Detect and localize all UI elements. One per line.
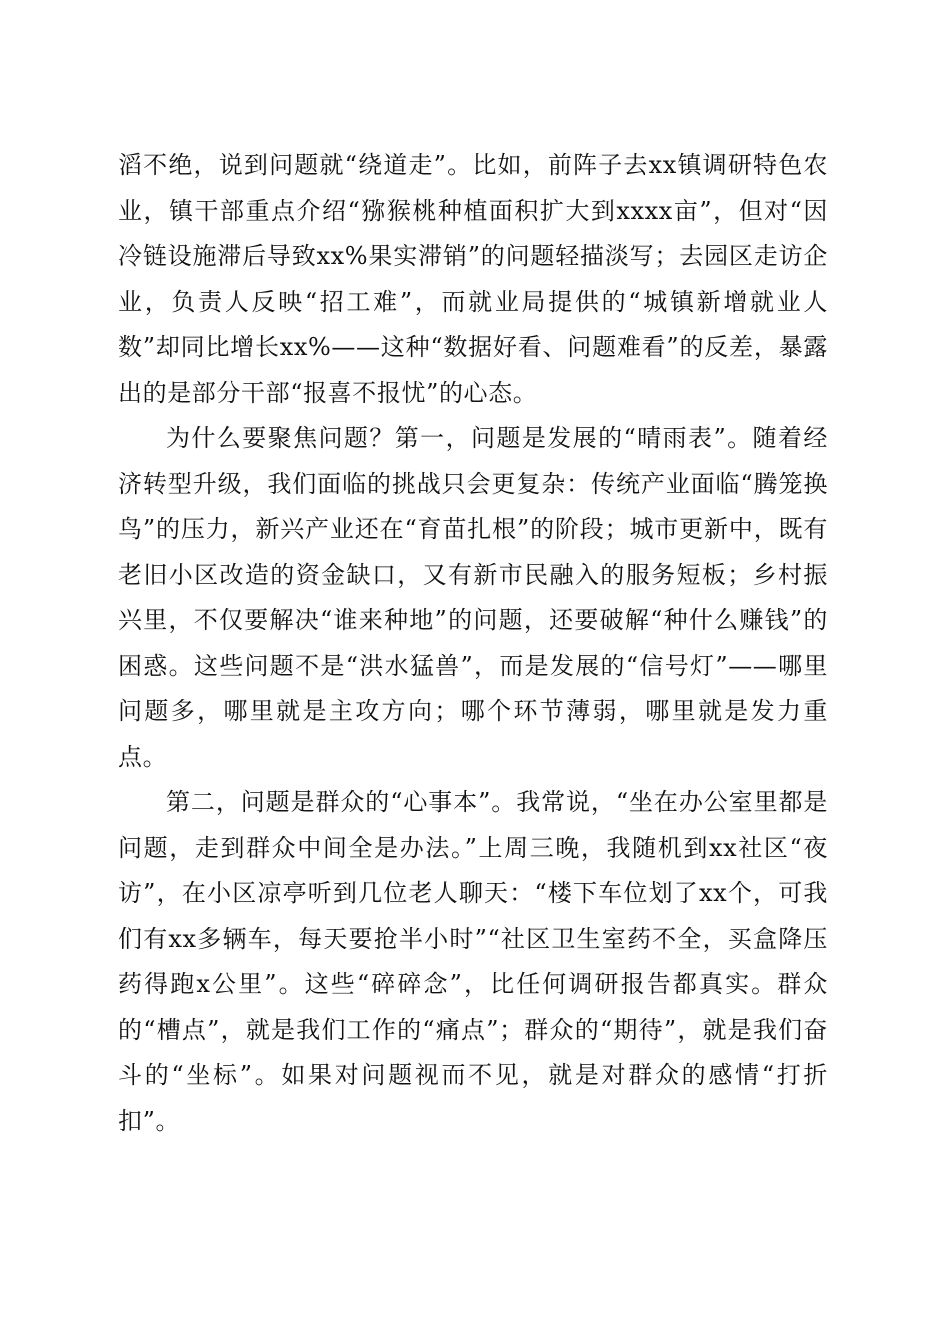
paragraph-3: 第二，问题是群众的“心事本”。我常说，“坐在办公室里都是问题，走到群众中间全是办法。”上周三晚，我随机到xx社区“夜访”，在小区凉亭听到几位老人聊天：“楼下车位划了xx个，可我们有xx多辆车，每天要抢半小时”“社区卫生室药不全，买盒降压药得跑x公里”。这些“碎碎念”，比任何调研报告都真实。群众的“槽点”，就是我们工作的“痛点”；群众的“期待”，就是我们奋斗的“坐标”。如果对问题视而不见，就是对群众的感情“打折扣”。	[118, 788, 828, 1135]
paragraph-2: 为什么要聚焦问题？第一，问题是发展的“晴雨表”。随着经济转型升级，我们面临的挑战只会更复杂：传统产业面临“腾笼换鸟”的压力，新兴产业还在“育苗扎根”的阶段；城市更新中，既有老旧小区改造的资金缺口，又有新市民融入的服务短板；乡村振兴里，不仅要解决“谁来种地”的问题，还要破解“种什么赚钱”的困惑。这些问题不是“洪水猛兽”，而是发展的“信号灯”——哪里问题多，哪里就是主攻方向；哪个环节薄弱，哪里就是发力重点。	[118, 424, 828, 771]
document-body	[118, 143, 828, 1144]
paragraph-1: 滔不绝，说到问题就“绕道走”。比如，前阵子去xx镇调研特色农业，镇干部重点介绍“猕猴桃种植面积扩大到xxxx亩”，但对“因冷链设施滞后导致xx%果实滞销”的问题轻描淡写；去园区走访企业，负责人反映“招工难”，而就业局提供的“城镇新增就业人数”却同比增长xx%——这种“数据好看、问题难看”的反差，暴露出的是部分干部“报喜不报忧”的心态。	[118, 151, 828, 407]
